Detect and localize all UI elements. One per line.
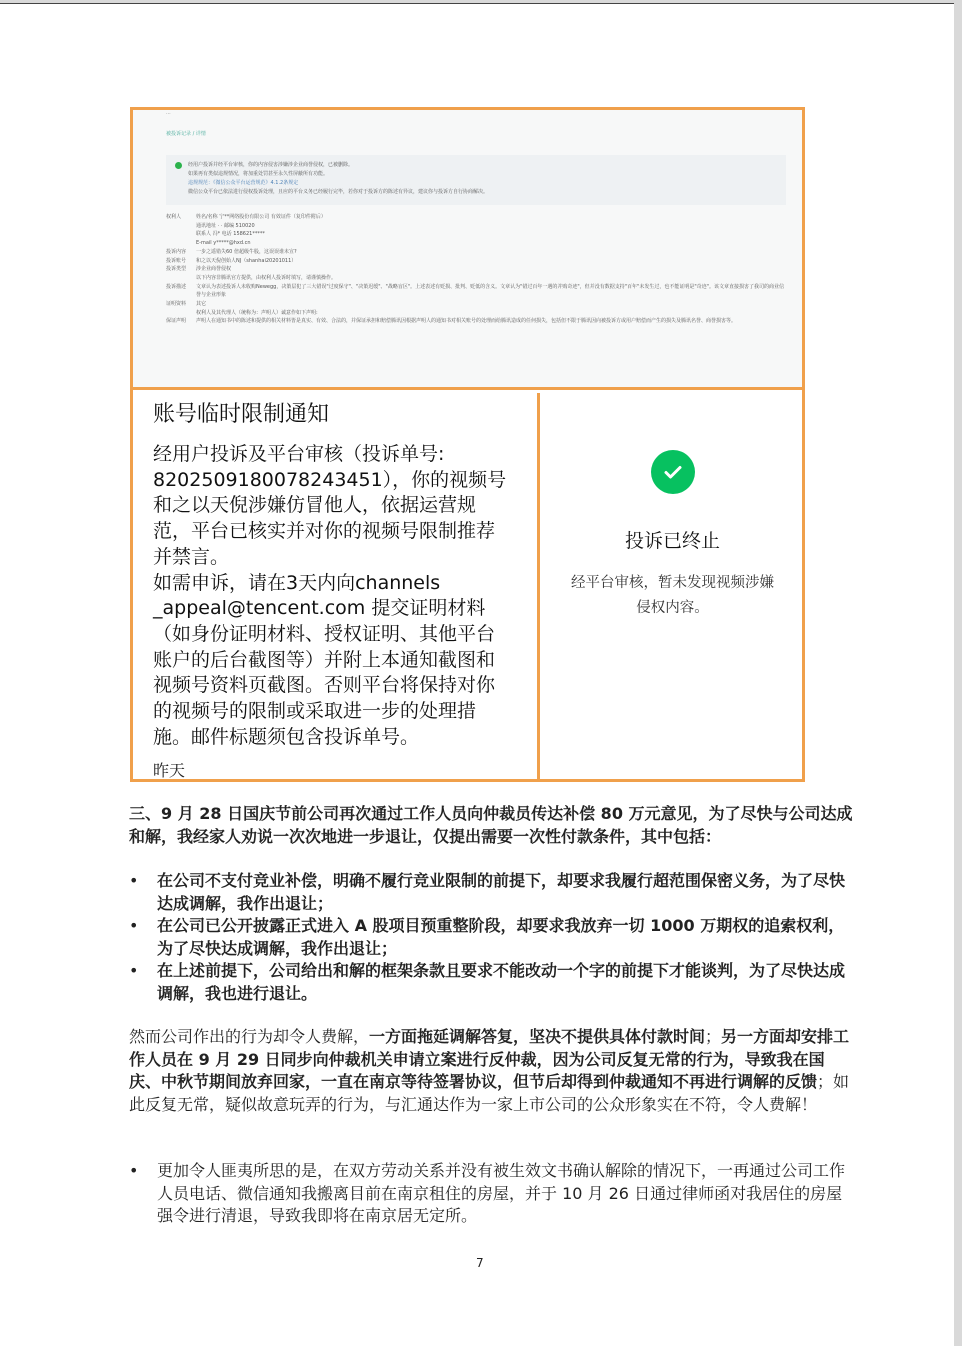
list-item: • 在公司已公开披露正式进入 A 股项目预重整阶段，却要求我放弃一切 1000 万期权的追索权利，为了尽快达成调解，我作出退让； <box>129 915 854 960</box>
row-value: 权利人及其代理人（统称为：声明人）诚意作如下声明: <box>196 309 318 316</box>
detail-row <box>166 239 786 248</box>
detail-row <box>166 230 786 239</box>
alert-line: 如果再有类似违规情况，将加重处罚甚至永久性屏蔽所有功能。 <box>188 171 329 177</box>
check-icon <box>175 162 182 169</box>
detail-row <box>166 283 786 300</box>
detail-row <box>166 317 786 326</box>
notice-line: 和之以天倪涉嫌仿冒他人，依据运营规 <box>153 494 477 517</box>
detail-row <box>166 257 786 266</box>
notice-line: 范，平台已核实并对你的视频号限制推荐 <box>153 520 496 543</box>
alert-line: 微信公众平台已依法进行侵权投诉处理，且应的平台义务已经履行完毕，若你对于投诉方的陈述有异议，建议你与投诉方自行协商解决。 <box>188 189 489 195</box>
section-3 <box>129 803 854 1005</box>
notice-line: _appeal@tencent.com 提交证明材料 <box>153 597 486 620</box>
notice-line: 如需申诉，请在3天内向channels <box>153 571 441 594</box>
alert-box <box>166 155 786 205</box>
row-key: 投诉内容 <box>166 248 187 255</box>
embedded-screenshot <box>130 107 805 782</box>
row-value: 以下内容非腾讯官方提供，由权利人投诉时填写，请谨慎操作。 <box>196 274 337 281</box>
paragraph: 然而公司作出的行为却令人费解，一方面拖延调解答复，坚决不提供具体付款时间；另一方面却安排工作人员在 9 月 29 日同步向仲裁机关申请立案进行反仲裁，因为公司反复无常的行为，导致我在国庆、中秋节期间放弃回家，一直在南京等待签署协议，但节后却得到仲裁通知不再进行调解的反馈；如此反复无常，疑似故意玩弄的行为，与汇通达作为一家上市公司的公众形象实在不符，令人费解！ <box>129 1027 850 1114</box>
detail-row <box>166 213 786 222</box>
result-title: 投诉已终止 <box>624 530 720 552</box>
row-value: 声明人在通知书中的陈述和提供的相关材料皆是真实、有效、合法的，并保证承担和赔偿腾讯因根据声明人的通知书对相关账号的处理而给腾讯造成的任何损失，包括但不限于腾讯因向被投诉方或用户赔偿而产生的损失及腾讯名誉、商誉损害等。 <box>196 318 737 325</box>
notice-title: 账号临时限制通知 <box>153 402 330 427</box>
complaint-detail-screenshot <box>133 110 802 390</box>
detail-row <box>166 300 786 309</box>
row-value: 涉企业商誉侵权 <box>196 266 232 273</box>
row-value: 姓名/名称 宁**网络股份有限公司 有效证件（复印件附后） <box>196 214 326 220</box>
detail-row <box>166 265 786 274</box>
list-item: • 更加令人匪夷所思的是，在双方劳动关系并没有被生效文书确认解除的情况下，一再通过公司工作人员电话、微信通知我搬离目前在南京租住的房屋，并于 10 月 26 日通过律师函对我居住的房屋强令进行清退，导致我即将在南京居无定所。 <box>129 1160 854 1228</box>
row-key <box>166 309 196 318</box>
row-value: 一步之遥错失60 倍超级牛股，这误误谁未宣? <box>196 248 297 255</box>
row-value: E-mail y*****@hxd.cn <box>196 240 251 247</box>
notice-line: 8202509180078243451），你的视频号 <box>153 468 507 491</box>
detail-row <box>166 274 786 283</box>
restriction-notice <box>133 393 540 779</box>
row-key <box>166 230 196 239</box>
row-key: 保证声明 <box>166 318 187 325</box>
row-key: 证明资料 <box>166 301 187 308</box>
page-number: 7 <box>476 1256 484 1270</box>
notice-line: 的视频号的限制或采取进一步的处理措 <box>153 700 477 723</box>
section-3-heading: 三、9 月 28 日国庆节前公司再次通过工作人员向仲裁员传达补偿 80 万元意见，为了尽快与公司达成和解，我经家人劝说一次次地进一步退让，仅提出需要一次性付款条件，其中包括： <box>129 804 853 846</box>
row-value: 联系人 冯* 电话 158621***** <box>196 231 265 238</box>
row-key <box>166 239 196 248</box>
notice-line: 施。邮件标题须包含投诉单号。 <box>153 725 420 748</box>
document-page <box>0 3 954 1346</box>
detail-rows <box>166 213 786 326</box>
complaint-result <box>543 393 802 779</box>
bullet-list <box>129 1160 854 1228</box>
notice-line: 经用户投诉及平台审核（投诉单号: <box>153 443 445 465</box>
notice-date: 昨天 <box>153 761 186 780</box>
detail-row <box>166 309 786 318</box>
row-key: 投诉账号 <box>166 257 187 264</box>
row-value: 其它 <box>196 301 207 308</box>
row-key <box>166 222 196 231</box>
check-circle-icon <box>651 450 695 494</box>
alert-line: 经用户投诉并经平台审核，你的内容侵害涉嫌涉企业商誉侵权，已被删除。 <box>188 162 354 168</box>
alert-line: 违规规范：《微信公众平台运营规范》4.1.2条规定 <box>188 180 299 186</box>
detail-row <box>166 222 786 231</box>
detail-row <box>166 248 786 257</box>
row-key: 权利人 <box>166 214 182 220</box>
row-key: 投诉类型 <box>166 266 187 273</box>
notice-line: （如身份证明材料、授权证明、其他平台 <box>153 622 496 645</box>
row-key <box>166 274 196 283</box>
notice-line: 并禁言。 <box>153 545 230 568</box>
notice-body <box>153 442 517 750</box>
row-value: 文章认为表述投诉人未收购Newegg，决策层犯了三大错误"过度保守"、"决策迟缓"、"战略盲区"。上述表述有贬损、批判、贬低的含义。文章认为"错过百年一遇的并购奇迹"，但并没有数据支持"百年"未发生过，也不能证明是"奇迹"。该文章直接损害了我司的商业信誉与企业形象 <box>196 283 784 299</box>
breadcrumb: 被投诉记录 / 详情 <box>166 131 206 137</box>
notice-line: 视频号资料页截图。否则平台将保持对你 <box>153 674 496 697</box>
list-item: • 在上述前提下，公司给出和解的框架条款且要求不能改动一个字的前提下才能谈判，为了尽快达成调解，我也进行退让。 <box>129 960 854 1005</box>
tabs: ... <box>166 110 171 116</box>
list-item: • 在公司不支付竞业补偿，明确不履行竞业限制的前提下，却要求我履行超范围保密义务，为了尽快达成调解，我作出退让； <box>129 870 854 915</box>
row-value: 和之以天倪创始人NJ（shanhai20201011） <box>196 257 297 264</box>
row-key: 投诉描述 <box>166 283 187 290</box>
result-desc: 经平台审核，暂未发现视频涉嫌侵权内容。 <box>571 575 774 616</box>
row-value: 通讯地址 · · 邮编 510020 <box>196 222 255 229</box>
notice-line: 账户的后台截图等）并附上本通知截图和 <box>153 648 496 671</box>
